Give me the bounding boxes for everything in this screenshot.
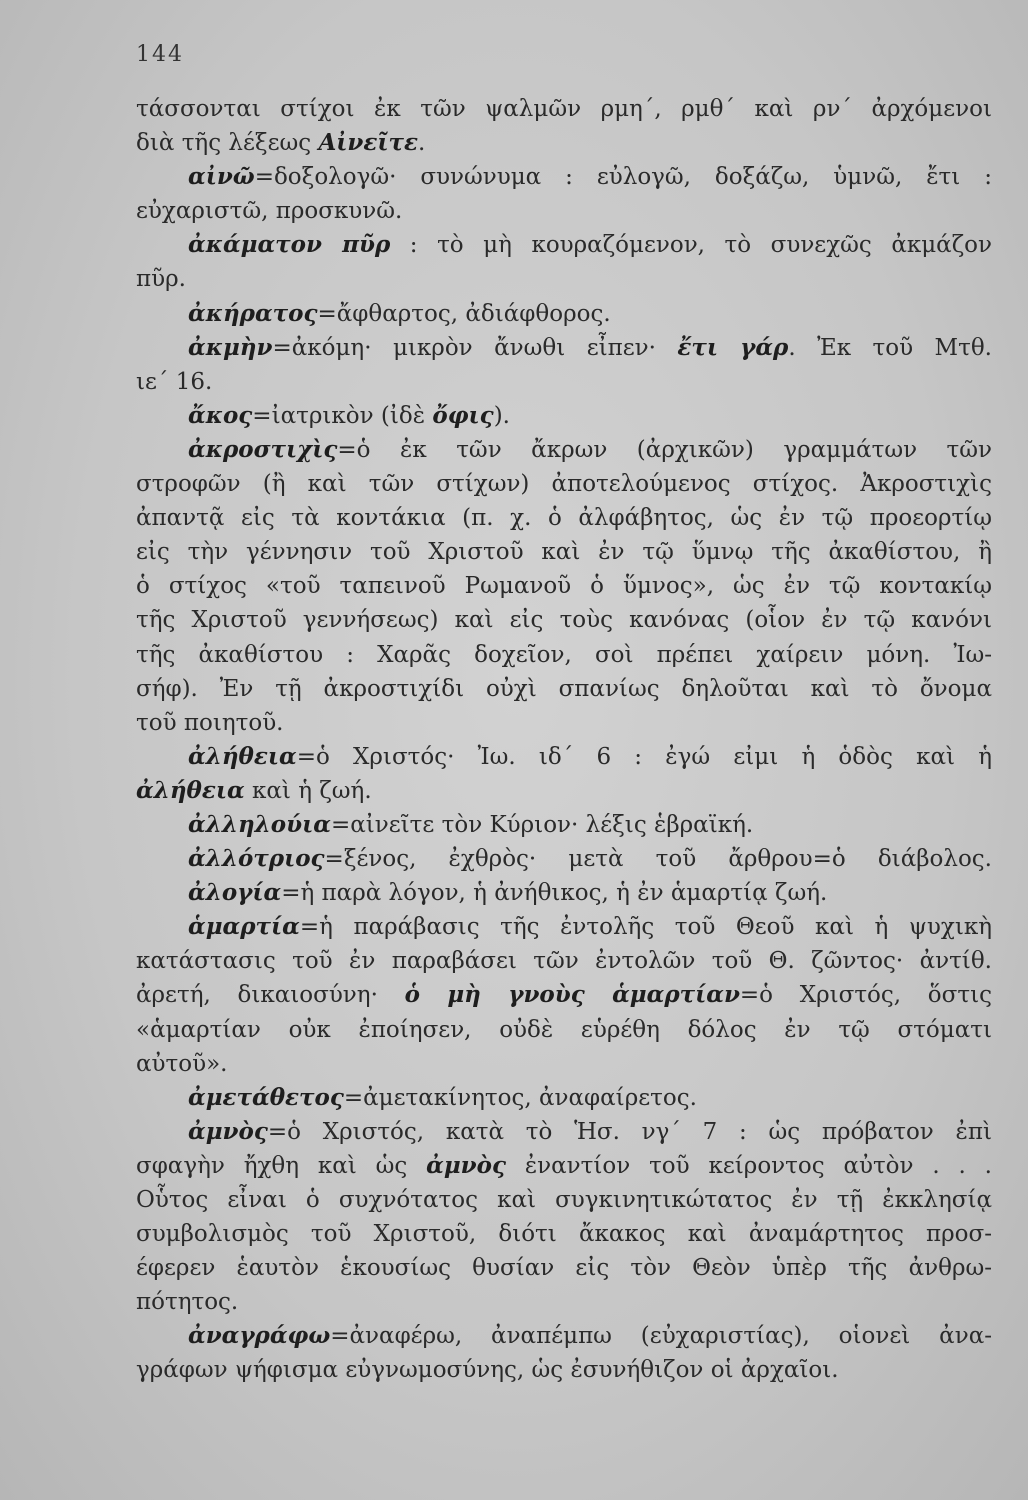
- text-run: συμβολισμὸς τοῦ Χριστοῦ, διότι ἄκακος καὶ ἀναμάρτητος προσ-: [136, 1221, 992, 1248]
- text-line: [136, 842, 992, 876]
- text-line: [136, 1115, 992, 1149]
- text-run: =ἡ παρὰ λόγον, ἡ ἀνήθικος, ἡ ἐν ἁμαρτίᾳ ζωή.: [281, 880, 828, 907]
- text-run: .: [417, 130, 426, 157]
- text-run: ἐναντίον τοῦ κείροντος αὐτὸν . . .: [505, 1152, 992, 1179]
- headword: ἀλλότριος: [188, 845, 325, 873]
- text-line: [136, 1251, 992, 1285]
- text-run: τοῦ ποιητοῦ.: [136, 709, 284, 736]
- text-line: [136, 365, 992, 399]
- text-run: =ἡ παράβασις τῆς ἐντολῆς τοῦ Θεοῦ καὶ ἡ ψυχικὴ: [299, 914, 992, 941]
- text-line: [136, 740, 992, 774]
- text-line: [136, 706, 992, 740]
- text-run: ὁ στίχος «τοῦ ταπεινοῦ Ρωμανοῦ ὁ ὕμνος», ὡς ἐν τῷ κοντακίῳ: [136, 573, 992, 600]
- text-line: [136, 774, 992, 808]
- text-line: [136, 228, 992, 262]
- text-line: [136, 1047, 992, 1081]
- text-run: : τὸ μὴ κουραζόμενον, τὸ συνεχῶς ἀκμάζον: [390, 232, 992, 259]
- text-line: [136, 1183, 992, 1217]
- text-run: καὶ ἡ ζωή.: [244, 777, 372, 804]
- text-run: =ἀμετακίνητος, ἀναφαίρετος.: [343, 1084, 697, 1111]
- text-line: [136, 944, 992, 978]
- text-line: [136, 1013, 992, 1047]
- text-run: =ὁ Χριστός· Ἰω. ιδ΄ 6 : ἐγώ εἰμι ἡ ὁδὸς καὶ ἡ: [296, 743, 992, 770]
- text-run: πῦρ.: [136, 266, 186, 293]
- text-line: [136, 910, 992, 944]
- text-line: [136, 126, 992, 160]
- headword: ἀλογία: [188, 879, 282, 907]
- text-run: =ἰατρικὸν (ἰδὲ: [252, 402, 433, 429]
- text-line: [136, 160, 992, 194]
- text-run: στροφῶν (ἢ καὶ τῶν στίχων) ἀποτελούμενος στίχος. Ἀκροστιχὶς: [136, 471, 992, 498]
- headword: ἀλήθεια: [188, 742, 297, 770]
- text-run: =αἰνεῖτε τὸν Κύριον· λέξις ἑβραϊκή.: [330, 811, 754, 838]
- text-run: =ἀναφέρω, ἀναπέμπω (εὐχαριστίας), οἱονεὶ ἀνα-: [330, 1323, 992, 1350]
- text-line: [136, 808, 992, 842]
- text-line: [136, 1217, 992, 1251]
- text-run: σήφ). Ἐν τῇ ἀκροστιχίδι οὐχὶ σπανίως δηλοῦται καὶ τὸ ὄνομα: [136, 675, 992, 702]
- text-run: =δοξολογῶ· συνώνυμα : εὐλογῶ, δοξάζω, ὑμνῶ, ἔτι :: [254, 164, 992, 191]
- text-line: [136, 569, 992, 603]
- text-run: =ὁ Χριστός, ὅστις: [739, 982, 992, 1009]
- text-line: [136, 297, 992, 331]
- text-line: [136, 433, 992, 467]
- headword: ἀναγράφω: [188, 1322, 331, 1350]
- text-run: «ἁμαρτίαν οὐκ ἐποίησεν, οὐδὲ εὑρέθη δόλος ἐν τῷ στόματι: [136, 1016, 992, 1043]
- text-line: [136, 467, 992, 501]
- text-run: ).: [493, 402, 510, 429]
- text-run: πότητος.: [136, 1289, 239, 1316]
- text-run: =ὁ Χριστός, κατὰ τὸ Ἡσ. νγ΄ 7 : ὡς πρόβατον ἐπὶ: [267, 1118, 992, 1145]
- text-line: [136, 399, 992, 433]
- text-run: ἀπαντᾷ εἰς τὰ κοντάκια (π. χ. ὁ ἀλφάβητος, ὡς ἐν τῷ προεορτίῳ: [136, 505, 992, 532]
- headword: ἀμνὸς: [426, 1151, 506, 1179]
- page-number: 144: [136, 42, 184, 67]
- text-run: σφαγὴν ἤχθη καὶ ὡς: [136, 1152, 427, 1179]
- headword: ἀκμὴν: [188, 333, 273, 361]
- text-line: [136, 1353, 992, 1387]
- text-line: [136, 1081, 992, 1115]
- text-line: [136, 978, 992, 1012]
- headword: ὁ μὴ γνοὺς ἁμαρτίαν: [404, 981, 740, 1009]
- headword: ἀλληλούια: [188, 810, 331, 838]
- text-run: =ἄφθαρτος, ἀδιάφθορος.: [317, 300, 611, 327]
- text-run: τῆς Χριστοῦ γεννήσεως) καὶ εἰς τοὺς κανόνας (οἷον ἐν τῷ κανόνι: [136, 607, 992, 634]
- headword: αἰνῶ: [188, 163, 255, 191]
- headword: ἔτι γάρ: [677, 333, 789, 361]
- text-line: [136, 638, 992, 672]
- headword: ἀκροστιχὶς: [188, 435, 338, 463]
- headword: ἁμαρτία: [188, 913, 300, 941]
- headword: ἀλήθεια: [136, 776, 245, 804]
- text-line: [136, 262, 992, 296]
- headword: ἀμνὸς: [188, 1117, 268, 1145]
- text-line: [136, 331, 992, 365]
- text-run: τάσσονται στίχοι ἐκ τῶν ψαλμῶν ρμη΄, ρμθ΄ καὶ ρν΄ ἀρχόμενοι: [136, 96, 992, 122]
- text-line: [136, 194, 992, 228]
- text-run: =ὁ ἐκ τῶν ἄκρων (ἀρχικῶν) γραμμάτων τῶν: [337, 436, 992, 463]
- text-line: [136, 603, 992, 637]
- text-line: [136, 501, 992, 535]
- text-line: [136, 1285, 992, 1319]
- text-run: =ἀκόμη· μικρὸν ἄνωθι εἶπεν·: [272, 334, 678, 361]
- text-run: γράφων ψήφισμα εὐγνωμοσύνης, ὡς ἐσυνήθιζον οἱ ἀρχαῖοι.: [136, 1357, 839, 1384]
- text-run: . Ἐκ τοῦ Μτθ.: [788, 334, 992, 361]
- text-run: εὐχαριστῶ, προσκυνῶ.: [136, 198, 403, 225]
- headword: Αἰνεῖτε: [318, 129, 418, 157]
- text-run: κατάστασις τοῦ ἐν παραβάσει τῶν ἐντολῶν τοῦ Θ. ζῶντος· ἀντίθ.: [136, 948, 992, 975]
- text-run: τῆς ἀκαθίστου : Χαρᾶς δοχεῖον, σοὶ πρέπει χαίρειν μόνη. Ἰω-: [136, 641, 992, 668]
- text-line: [136, 1149, 992, 1183]
- headword: ἀμετάθετος: [188, 1083, 344, 1111]
- glossary-text: [136, 92, 992, 1388]
- text-run: αὐτοῦ».: [136, 1050, 228, 1077]
- text-run: διὰ τῆς λέξεως: [136, 130, 319, 157]
- text-run: =ξένος, ἐχθρὸς· μετὰ τοῦ ἄρθρου=ὁ διάβολος.: [324, 846, 992, 873]
- text-run: εἰς τὴν γέννησιν τοῦ Χριστοῦ καὶ ἐν τῷ ὕμνῳ τῆς ἀκαθίστου, ἢ: [136, 539, 992, 566]
- text-run: Οὗτος εἶναι ὁ συχνότατος καὶ συγκινητικώτατος ἐν τῇ ἐκκλησίᾳ: [136, 1187, 992, 1213]
- text-line: [136, 672, 992, 706]
- headword: ὄφις: [432, 401, 494, 429]
- headword: ἀκήρατος: [188, 299, 318, 327]
- headword: ἀκάματον πῦρ: [188, 231, 391, 259]
- text-line: [136, 876, 992, 910]
- text-run: ἀρετή, δικαιοσύνη·: [136, 982, 405, 1009]
- text-run: ιε΄ 16.: [136, 368, 213, 395]
- text-line: [136, 1319, 992, 1353]
- text-line: [136, 92, 992, 126]
- headword: ἄκος: [188, 401, 253, 429]
- text-run: έφερεν ἑαυτὸν ἑκουσίως θυσίαν εἰς τὸν Θεὸν ὑπὲρ τῆς ἀνθρω-: [136, 1255, 992, 1282]
- text-line: [136, 535, 992, 569]
